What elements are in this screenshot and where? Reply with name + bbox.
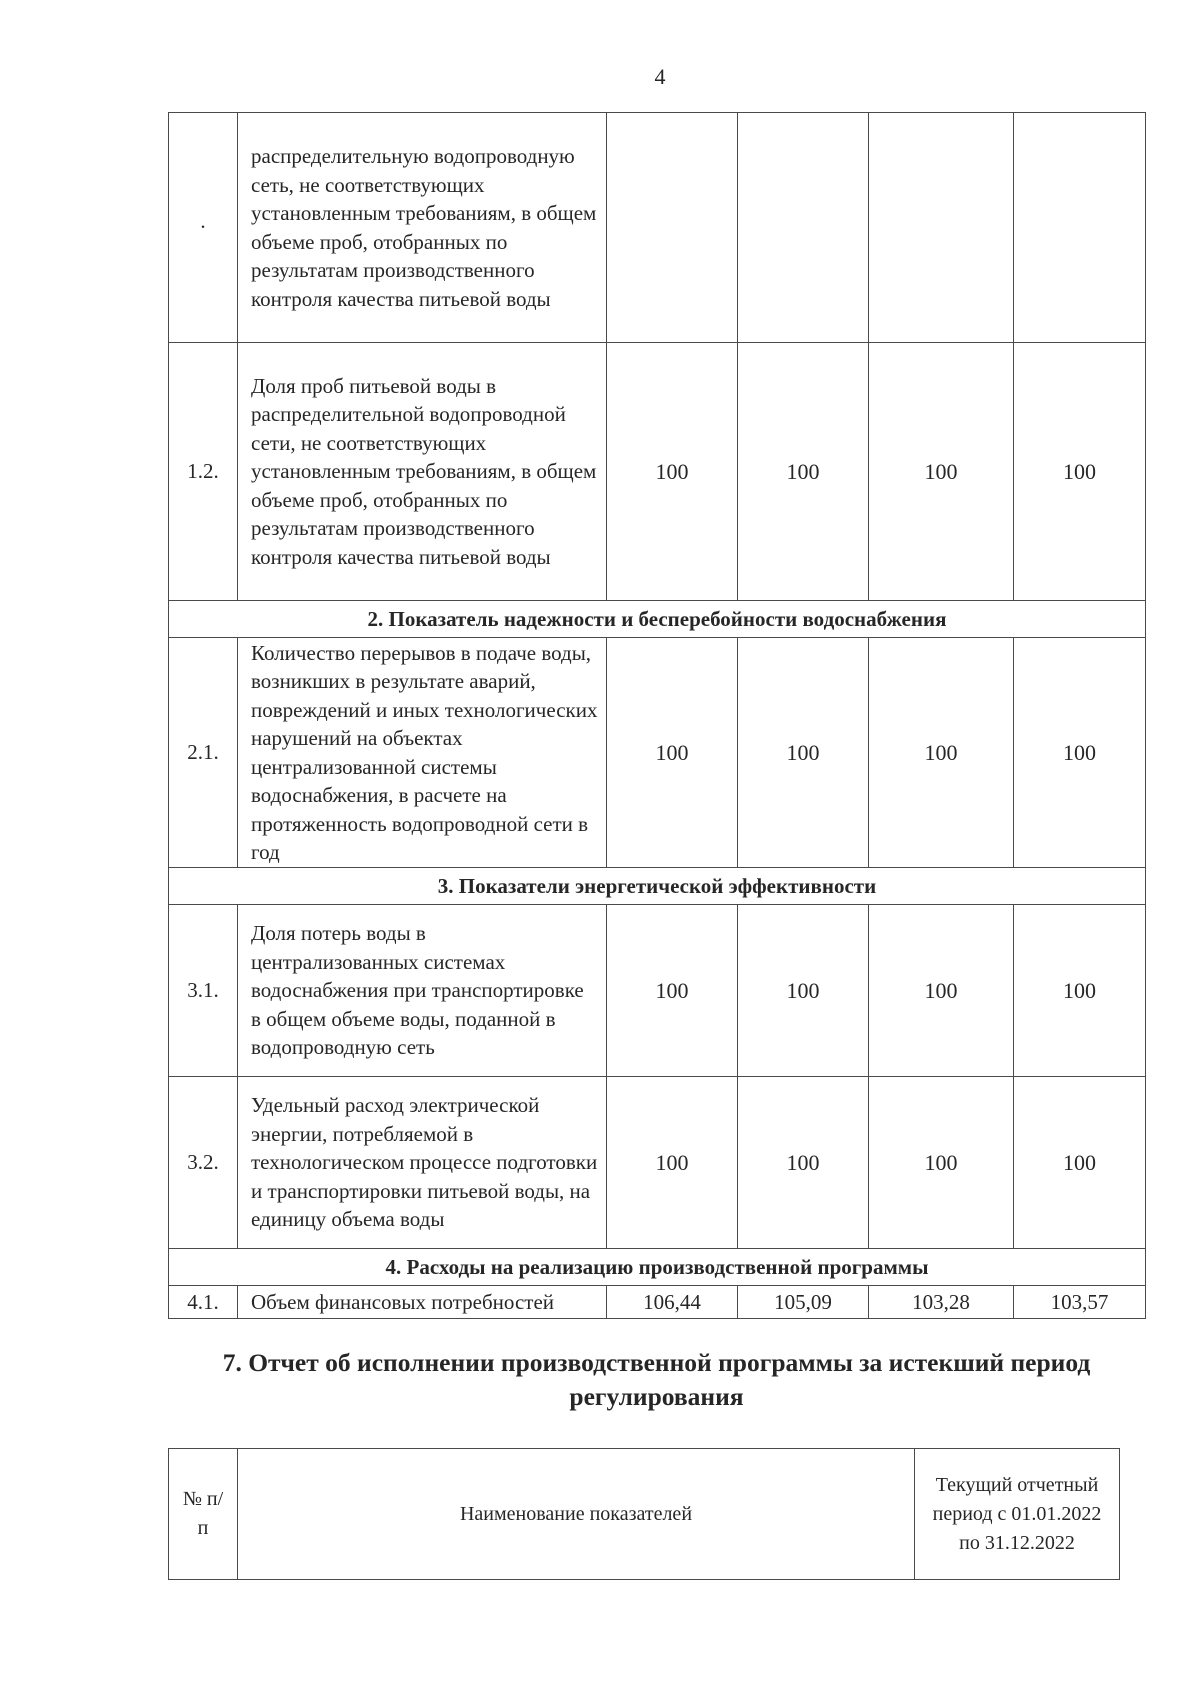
column-header-period: Текущий отчетный период с 01.01.2022 по 31.12.2022 <box>915 1449 1120 1580</box>
value-cell: 103,57 <box>1014 1286 1146 1319</box>
value-cell: 100 <box>738 1077 869 1249</box>
section-row <box>169 601 1146 638</box>
value-cell <box>869 113 1014 343</box>
value-cell <box>607 113 738 343</box>
table-row <box>169 1077 1146 1249</box>
value-cell: 103,28 <box>869 1286 1014 1319</box>
value-cell: 100 <box>607 905 738 1077</box>
row-number: · <box>169 113 238 343</box>
table-header-row <box>169 1449 1120 1580</box>
value-cell: 100 <box>1014 905 1146 1077</box>
section-title: 4. Расходы на реализацию производственной программы <box>169 1249 1146 1286</box>
row-number: 3.2. <box>169 1077 238 1249</box>
indicator-name: Количество перерывов в подаче воды, возникших в результате аварий, повреждений и иных технологических нарушений на объектах централизованной системы водоснабжения, в расчете на протяженность водопроводной сети в год <box>238 638 607 868</box>
column-header-number-text: № п/п <box>182 1488 224 1539</box>
value-cell: 100 <box>607 638 738 868</box>
section-title: 3. Показатели энергетической эффективности <box>169 868 1146 905</box>
value-cell: 106,44 <box>607 1286 738 1319</box>
value-cell <box>738 113 869 343</box>
value-cell: 100 <box>1014 1077 1146 1249</box>
indicator-name: Доля потерь воды в централизованных системах водоснабжения при транспортировке в общем объеме воды, поданной в водопроводную сеть <box>238 905 607 1077</box>
indicator-name: Удельный расход электрической энергии, потребляемой в технологическом процессе подготовки и транспортировки питьевой воды, на единицу объема воды <box>238 1077 607 1249</box>
value-cell: 100 <box>1014 638 1146 868</box>
column-header-number <box>169 1449 238 1580</box>
value-cell: 100 <box>1014 343 1146 601</box>
report-table <box>168 1448 1120 1580</box>
row-number: 3.1. <box>169 905 238 1077</box>
table-row <box>169 113 1146 343</box>
indicator-name: Объем финансовых потребностей <box>238 1286 607 1319</box>
section-row <box>169 1249 1146 1286</box>
value-cell: 100 <box>869 638 1014 868</box>
row-number: 2.1. <box>169 638 238 868</box>
indicator-name: распределительную водопроводную сеть, не соответствующих установленным требованиям, в общем объеме проб, отобранных по результатам производственного контроля качества питьевой воды <box>238 113 607 343</box>
indicator-name: Доля проб питьевой воды в распределительной водопроводной сети, не соответствующих установленным требованиям, в общем объеме проб, отобранных по результатам производственного контроля качества питьевой воды <box>238 343 607 601</box>
indicators-table <box>168 112 1146 1319</box>
table-row <box>169 1286 1146 1319</box>
section-7-heading: 7. Отчет об исполнении производственной программы за истекший период регулирования <box>222 1348 1091 1411</box>
value-cell: 100 <box>869 905 1014 1077</box>
row-number: 4.1. <box>169 1286 238 1319</box>
column-header-name: Наименование показателей <box>238 1449 915 1580</box>
value-cell: 100 <box>869 343 1014 601</box>
row-number: 1.2. <box>169 343 238 601</box>
value-cell: 100 <box>869 1077 1014 1249</box>
value-cell: 105,09 <box>738 1286 869 1319</box>
value-cell: 100 <box>607 343 738 601</box>
value-cell <box>1014 113 1146 343</box>
page-number: 4 <box>654 64 666 89</box>
value-cell: 100 <box>738 905 869 1077</box>
table-row <box>169 905 1146 1077</box>
section-row <box>169 868 1146 905</box>
value-cell: 100 <box>738 638 869 868</box>
section-title: 2. Показатель надежности и бесперебойности водоснабжения <box>169 601 1146 638</box>
table-row <box>169 343 1146 601</box>
table-row <box>169 638 1146 868</box>
value-cell: 100 <box>738 343 869 601</box>
value-cell: 100 <box>607 1077 738 1249</box>
